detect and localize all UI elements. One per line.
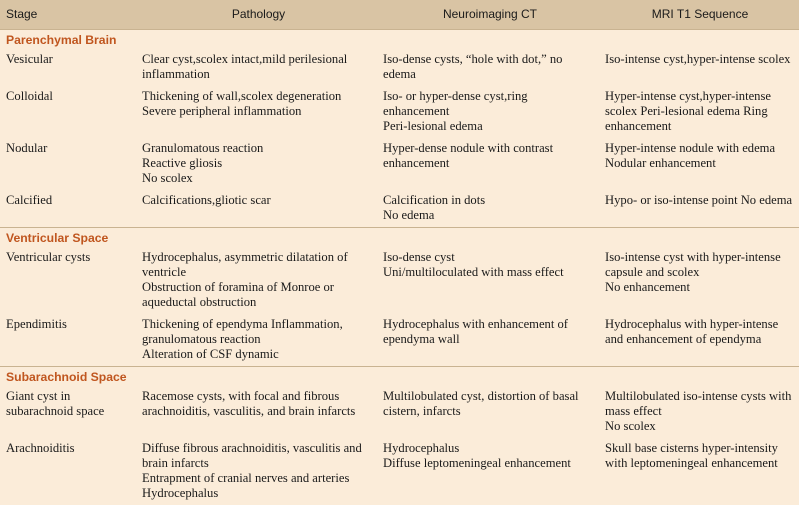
- cell-ct: [379, 190, 601, 228]
- cell-mri: [601, 438, 799, 505]
- cell-line: Diffuse leptomeningeal enhancement: [383, 456, 597, 471]
- cell-line: No edema: [383, 208, 597, 223]
- section-row: [0, 228, 799, 248]
- cell-line: Multilobulated iso-intense cysts with mass effect: [605, 389, 795, 419]
- header-ct: Neuroimaging CT: [379, 0, 601, 30]
- cell-stage: [0, 386, 138, 438]
- cell-line: Thickening of ependyma Inflammation, granulomatous reaction: [142, 317, 375, 347]
- cell-line: Racemose cysts, with focal and fibrous arachnoiditis, vasculitis, and brain infarcts: [142, 389, 375, 419]
- cell-stage: [0, 49, 138, 86]
- cell-line: Uni/multiloculated with mass effect: [383, 265, 597, 280]
- cell-stage: [0, 438, 138, 505]
- table-row: [0, 49, 799, 86]
- cell-pathology: [138, 438, 379, 505]
- cell-stage: [0, 190, 138, 228]
- cell-line: Ependimitis: [6, 317, 134, 332]
- cell-line: Iso-intense cyst,hyper-intense scolex: [605, 52, 795, 67]
- cell-ct: [379, 314, 601, 367]
- cell-line: Iso-dense cyst: [383, 250, 597, 265]
- table-row: [0, 438, 799, 505]
- cell-line: Calcified: [6, 193, 134, 208]
- cell-line: Hydrocephalus with enhancement of ependyma wall: [383, 317, 597, 347]
- cell-ct: [379, 49, 601, 86]
- table-row: [0, 138, 799, 190]
- cell-ct: [379, 86, 601, 138]
- cell-line: Reactive gliosis: [142, 156, 375, 171]
- cell-ct: [379, 438, 601, 505]
- cell-line: Hyper-intense nodule with edema: [605, 141, 795, 156]
- cell-line: Arachnoiditis: [6, 441, 134, 456]
- cell-line: Nodular: [6, 141, 134, 156]
- cell-line: Diffuse fibrous arachnoiditis, vasculitis and brain infarcts: [142, 441, 375, 471]
- cell-line: Giant cyst in subarachnoid space: [6, 389, 134, 419]
- cell-ct: [379, 138, 601, 190]
- cell-stage: [0, 138, 138, 190]
- cell-mri: [601, 190, 799, 228]
- cell-line: No scolex: [605, 419, 795, 434]
- cell-pathology: [138, 314, 379, 367]
- cell-line: No enhancement: [605, 280, 795, 295]
- cell-mri: [601, 138, 799, 190]
- table-row: [0, 86, 799, 138]
- cell-mri: [601, 86, 799, 138]
- cell-mri: [601, 386, 799, 438]
- cell-line: Vesicular: [6, 52, 134, 67]
- cell-line: Hyper-intense cyst,hyper-intense scolex Peri-lesional edema Ring enhancement: [605, 89, 795, 134]
- header-stage: Stage: [0, 0, 138, 30]
- cell-mri: [601, 247, 799, 314]
- cell-line: Iso- or hyper-dense cyst,ring enhancement: [383, 89, 597, 119]
- cell-pathology: [138, 190, 379, 228]
- cell-pathology: [138, 49, 379, 86]
- table-row: [0, 386, 799, 438]
- section-title: Parenchymal Brain: [0, 30, 799, 50]
- cell-line: Calcification in dots: [383, 193, 597, 208]
- cell-line: Clear cyst,scolex intact,mild perilesional inflammation: [142, 52, 375, 82]
- cell-pathology: [138, 86, 379, 138]
- cell-line: Skull base cisterns hyper-intensity with leptomeningeal enhancement: [605, 441, 795, 471]
- section-title: Ventricular Space: [0, 228, 799, 248]
- table-header: [0, 0, 799, 30]
- cell-line: Nodular enhancement: [605, 156, 795, 171]
- cell-line: Obstruction of foramina of Monroe or aqueductal obstruction: [142, 280, 375, 310]
- section-row: [0, 367, 799, 387]
- header-pathology: Pathology: [138, 0, 379, 30]
- cell-line: Colloidal: [6, 89, 134, 104]
- table-body: [0, 30, 799, 505]
- cell-mri: [601, 49, 799, 86]
- cell-line: Calcifications,gliotic scar: [142, 193, 375, 208]
- cell-pathology: [138, 386, 379, 438]
- cell-pathology: [138, 247, 379, 314]
- cell-line: Hydrocephalus, asymmetric dilatation of ventricle: [142, 250, 375, 280]
- cell-line: Granulomatous reaction: [142, 141, 375, 156]
- cell-line: Hydrocephalus: [383, 441, 597, 456]
- cell-line: Hydrocephalus: [142, 486, 375, 501]
- table-row: [0, 314, 799, 367]
- table-row: [0, 190, 799, 228]
- table-row: [0, 247, 799, 314]
- cell-line: Multilobulated cyst, distortion of basal cistern, infarcts: [383, 389, 597, 419]
- cell-line: Peri-lesional edema: [383, 119, 597, 134]
- cell-line: Hyper-dense nodule with contrast enhancement: [383, 141, 597, 171]
- cell-line: Hydrocephalus with hyper-intense and enhancement of ependyma: [605, 317, 795, 347]
- cell-line: Hypo- or iso-intense point No edema: [605, 193, 795, 208]
- cell-pathology: [138, 138, 379, 190]
- cell-ct: [379, 386, 601, 438]
- cell-line: Severe peripheral inflammation: [142, 104, 375, 119]
- cell-stage: [0, 86, 138, 138]
- section-title: Subarachnoid Space: [0, 367, 799, 387]
- cell-mri: [601, 314, 799, 367]
- cell-line: Iso-dense cysts, “hole with dot,” no edema: [383, 52, 597, 82]
- cell-line: Iso-intense cyst with hyper-intense capsule and scolex: [605, 250, 795, 280]
- cell-line: Entrapment of cranial nerves and arteries: [142, 471, 375, 486]
- cell-ct: [379, 247, 601, 314]
- section-row: [0, 30, 799, 50]
- cell-line: No scolex: [142, 171, 375, 186]
- header-mri: MRI T1 Sequence: [601, 0, 799, 30]
- cell-line: Alteration of CSF dynamic: [142, 347, 375, 362]
- cell-stage: [0, 247, 138, 314]
- header-row: [0, 0, 799, 30]
- cell-line: Thickening of wall,scolex degeneration: [142, 89, 375, 104]
- cell-line: Ventricular cysts: [6, 250, 134, 265]
- cell-stage: [0, 314, 138, 367]
